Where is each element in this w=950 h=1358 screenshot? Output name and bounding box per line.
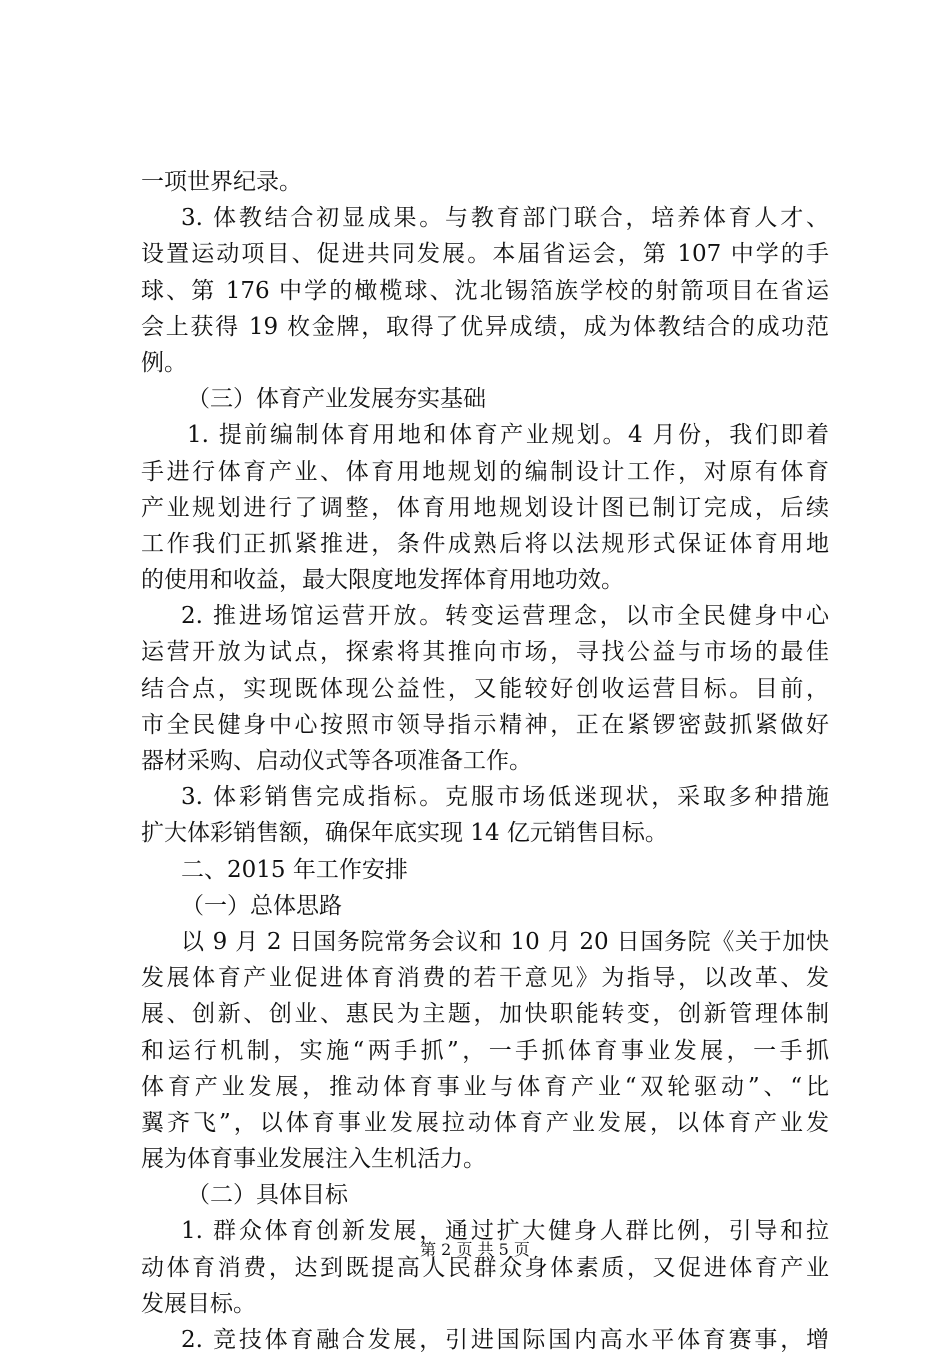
page-number-footer: 第 2 页 共 5 页 (420, 1240, 530, 1259)
text-line: 运营开放为试点，探索将其推向市场，寻找公益与市场的最佳 (141, 639, 829, 666)
text-line: 一项世界纪录。 (141, 169, 302, 195)
text-line: 市全民健身中心按照市领导指示精神，正在紧锣密鼓抓紧做好 (141, 711, 829, 738)
text-line: 翼齐飞”，以体育事业发展拉动体育产业发展，以体育产业发 (141, 1109, 829, 1136)
text-line: 发展目标。 (141, 1290, 256, 1317)
text-line: 2. 竞技体育融合发展，引进国际国内高水平体育赛事，增 (181, 1327, 829, 1353)
text-line: 的使用和收益，最大限度地发挥体育用地功效。 (141, 567, 624, 594)
text-line: 3. 体彩销售完成指标。克服市场低迷现状，采取多种措施 (181, 784, 829, 811)
section-heading: （一）总体思路 (181, 892, 342, 919)
text-line: 工作我们正抓紧推进，条件成熟后将以法规形式保证体育用地 (141, 530, 829, 557)
text-line: 3. 体教结合初显成果。与教育部门联合，培养体育人才、 (181, 205, 829, 232)
text-line: 产业规划进行了调整，体育用地规划设计图已制订完成，后续 (141, 494, 829, 521)
text-line: 手进行体育产业、体育用地规划的编制设计工作，对原有体育 (141, 458, 829, 485)
section-heading: 二、2015 年工作安排 (181, 856, 408, 883)
text-line: 展、创新、创业、惠民为主题，加快职能转变，创新管理体制 (141, 1001, 829, 1028)
text-line: 发展体育产业促进体育消费的若干意见》为指导，以改革、发 (141, 965, 829, 992)
text-line: 1. 群众体育创新发展，通过扩大健身人群比例，引导和拉 (181, 1218, 829, 1245)
text-line: 设置运动项目、促进共同发展。本届省运会，第 107 中学的手 (141, 241, 829, 268)
text-line: 会上获得 19 枚金牌，取得了优异成绩，成为体教结合的成功范 (141, 313, 829, 340)
text-line: 器材采购、启动仪式等各项准备工作。 (141, 748, 532, 774)
text-line: 动体育消费，达到既提高人民群众身体素质，又促进体育产业 (141, 1254, 829, 1281)
text-line: 展为体育事业发展注入生机活力。 (141, 1146, 486, 1173)
text-line: 例。 (141, 349, 187, 376)
section-heading: （二）具体目标 (187, 1182, 348, 1209)
text-line: 1. 提前编制体育用地和体育产业规划。4 月份，我们即着 (187, 422, 829, 449)
document-body (141, 164, 829, 1358)
text-line: 2. 推进场馆运营开放。转变运营理念，以市全民健身中心 (181, 603, 829, 630)
section-heading: （三）体育产业发展夯实基础 (187, 386, 486, 413)
text-line: 体育产业发展，推动体育事业与体育产业“双轮驱动”、“比 (141, 1073, 829, 1100)
text-line: 以 9 月 2 日国务院常务会议和 10 月 20 日国务院《关于加快 (181, 928, 829, 955)
text-line: 结合点，实现既体现公益性，又能较好创收运营目标。目前， (141, 675, 829, 702)
text-line: 扩大体彩销售额，确保年底实现 14 亿元销售目标。 (141, 820, 668, 847)
text-line: 和运行机制，实施“两手抓”，一手抓体育事业发展，一手抓 (141, 1037, 829, 1064)
text-line: 球、第 176 中学的橄榄球、沈北锡箔族学校的射箭项目在省运 (141, 277, 829, 304)
